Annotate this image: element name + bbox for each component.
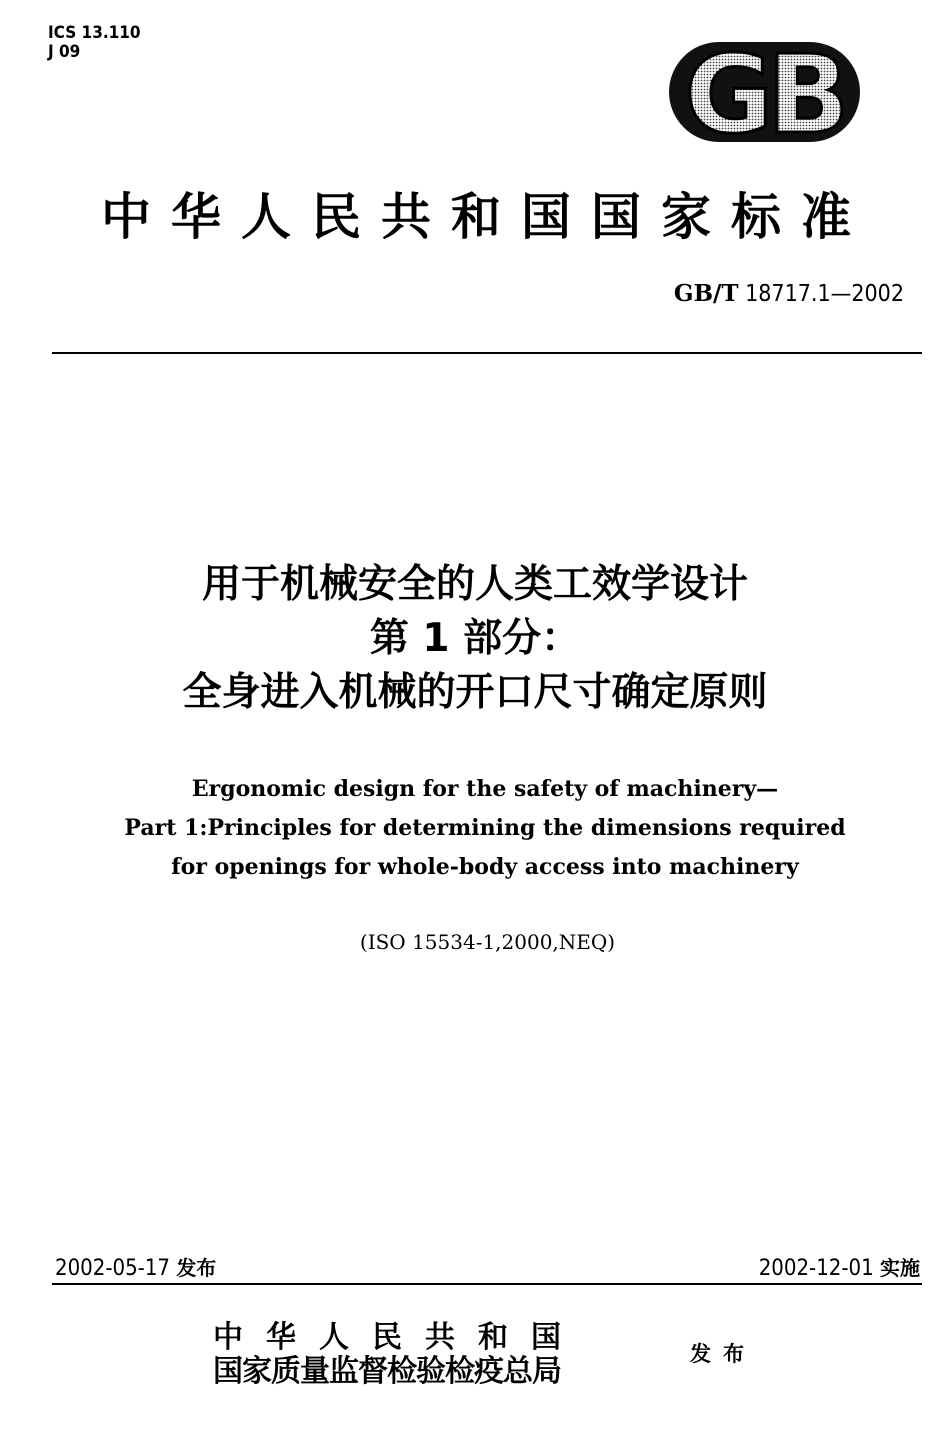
issue-date-label: 发布 (176, 1256, 217, 1280)
top-divider (52, 352, 922, 354)
issuer-line-1: 中华人民共和国 (213, 1320, 584, 1355)
english-title-line: for openings for whole-body access into machinery (171, 854, 799, 880)
chinese-title (0, 558, 950, 720)
standard-number (674, 280, 904, 307)
implementation-date (759, 1252, 920, 1281)
ics-code: ICS 13.110 (48, 23, 141, 43)
chinese-title-line: 用于机械安全的人类工效学设计 (201, 562, 748, 607)
issuer-line-2: 国家质量监督检验检疫总局 (213, 1354, 561, 1389)
issuing-country-title: 中华人民共和国国家标准 (101, 187, 871, 246)
gb-logo-text: GB (684, 40, 844, 144)
chinese-title-line: 第 1 部分： (369, 616, 581, 661)
issue-date-value: 2002-05-17 (55, 1256, 171, 1281)
english-title-line: Part 1:Principles for determining the dimensions required (124, 815, 846, 841)
issue-date (55, 1252, 216, 1281)
iso-reference: (ISO 15534-1,2000,NEQ) (359, 930, 616, 954)
classification-codes (48, 24, 141, 62)
standard-code: 18717.1—2002 (745, 281, 904, 307)
ccs-code: J 09 (48, 42, 81, 62)
english-title-line: Ergonomic design for the safety of machinery— (191, 776, 779, 802)
implementation-date-label: 实施 (880, 1256, 920, 1280)
english-title (0, 770, 950, 887)
implementation-date-value: 2002-12-01 (758, 1256, 874, 1281)
publish-label: 发布 (690, 1341, 756, 1366)
bottom-divider (52, 1283, 922, 1285)
chinese-title-line: 全身进入机械的开口尺寸确定原则 (182, 670, 768, 715)
gb-logo (667, 40, 862, 144)
standard-prefix: GB/T (673, 280, 739, 307)
